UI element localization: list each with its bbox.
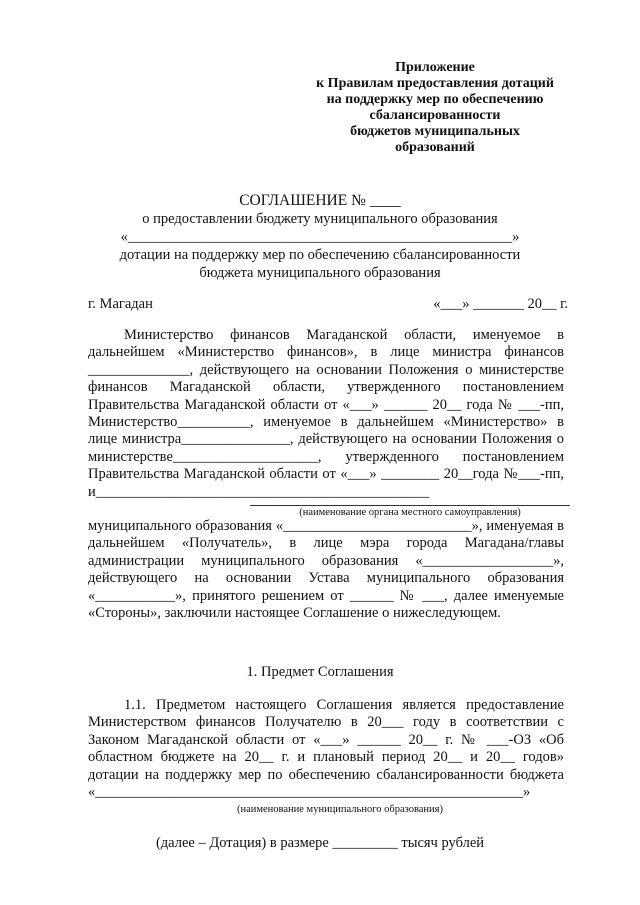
appendix-heading: Приложение xyxy=(395,60,475,75)
section-paragraph xyxy=(88,697,564,801)
agreement-date: «___» _______ 20__ г. xyxy=(433,296,568,312)
appendix-header xyxy=(290,60,580,156)
appendix-line: сбалансированности xyxy=(369,108,501,123)
place-date-row xyxy=(88,296,568,314)
appendix-line: к Правилам предоставления дотаций xyxy=(316,76,554,91)
subsidy-amount-line: (далее – Дотация) в размере _________ тысяч рублей xyxy=(155,835,485,851)
preamble-text-2: муниципального образования «__________________________», именуемая в дальнейшем «Получатель», в лице мэра города Магадана/главы администрации муниципального образования «__________________», действующего на основании Устава муниципального образования «___________», принятого решением от ______ № ___, далее именуемые «Стороны», заключили настоящее Соглашение о нижеследующем. xyxy=(88,518,564,622)
section-title: 1. Предмет Соглашения xyxy=(246,664,394,680)
municipality-blank: «_____________________________________________________» xyxy=(120,229,520,245)
agreement-title: СОГЛАШЕНИЕ № ____ xyxy=(239,192,401,209)
preamble-paragraph xyxy=(88,327,564,501)
appendix-line: образований xyxy=(395,140,475,155)
agreement-purpose-line: бюджета муниципального образования xyxy=(199,265,441,281)
appendix-line: на поддержку мер по обеспечению xyxy=(326,92,544,107)
city-name: г. Магадан xyxy=(88,296,153,312)
authority-caption: (наименование органа местного самоуправления) xyxy=(250,505,570,518)
section-text: 1.1. Предметом настоящего Соглашения является предоставление Министерством финансов Получателю в 20___ году в соответствии с Законом Магаданской области от «___» ______ 20__ г. № ___-ОЗ «Об областном бюджете на 20__ г. и плановый период 20__ и 20__ годов» дотации на поддержку мер по обеспечению сбалансированности бюджета «___________________________________________________________» xyxy=(88,697,564,801)
municipality-caption: (наименование муниципального образования) xyxy=(236,804,444,815)
agreement-title-block xyxy=(80,192,560,282)
appendix-line: бюджетов муниципальных xyxy=(350,124,520,139)
preamble-paragraph-2 xyxy=(88,518,564,622)
agreement-purpose-line: дотации на поддержку мер по обеспечению сбалансированности xyxy=(119,247,521,263)
preamble-text: Министерство финансов Магаданской области, именуемое в дальнейшем «Министерство финансов», в лице министра финансов ______________, действующего на основании Положения о министерстве финансов Магаданской области, утвержденного постановлением Правительства Магаданской области от «___» ______ 20__ года № ___-пп, Министерство__________, именуемое в дальнейшем «Министерство» в лице министра_______________, действующего на основании Положения о министерстве____________________, утвержденного постановлением Правительства Магаданской области от «___» ________ 20__года №___-пп, и______________________________________________ xyxy=(88,327,564,500)
agreement-subtitle: о предоставлении бюджету муниципального образования xyxy=(142,211,498,227)
